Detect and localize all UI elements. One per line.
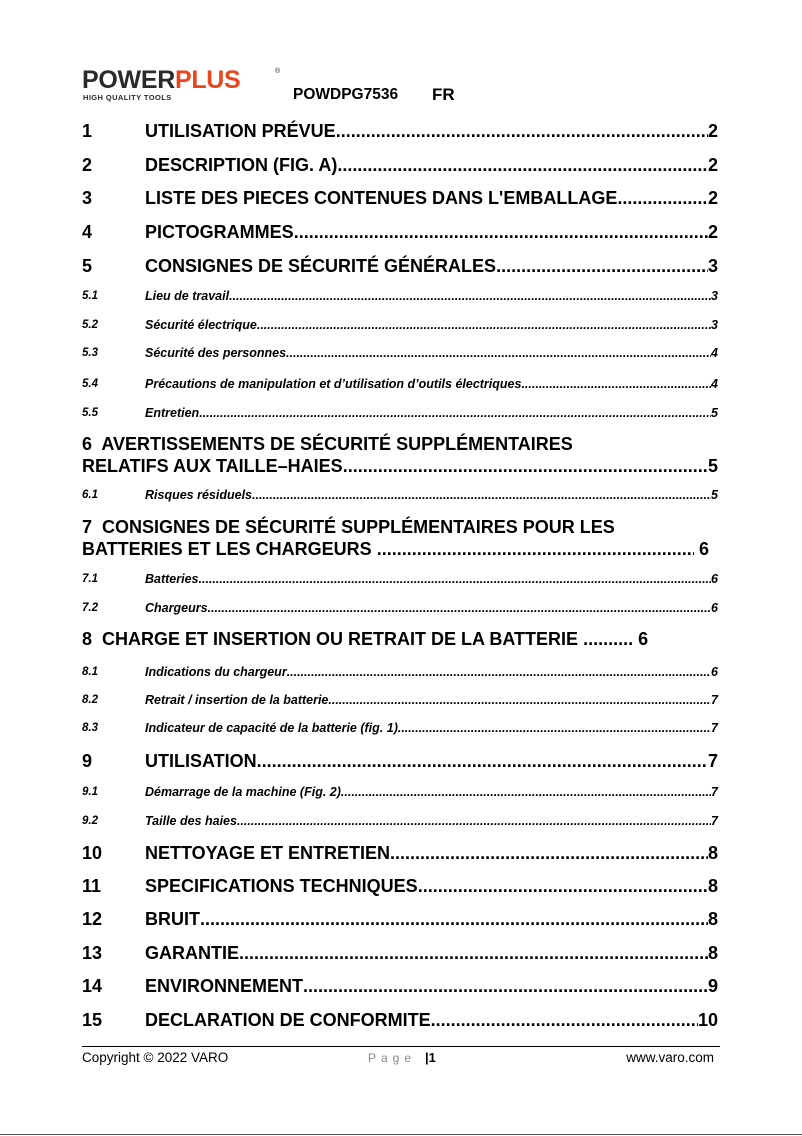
toc-entry-page: 5 — [711, 488, 718, 502]
toc-entry-number: 15 — [82, 1010, 103, 1030]
registered-mark: ® — [275, 68, 281, 75]
toc-leader — [287, 664, 711, 680]
toc-entry-title: LISTE DES PIECES CONTENUES DANS L'EMBALLAGE — [145, 188, 618, 208]
toc-leader — [237, 813, 711, 829]
toc-entry-title: Sécurité électrique — [145, 318, 257, 332]
toc-entry-number: 7.2 — [82, 602, 98, 614]
toc-leader — [377, 538, 694, 560]
toc-entry-page: 2 — [707, 155, 718, 175]
toc-entry-page: 7 — [711, 693, 718, 707]
toc-entry-title: NETTOYAGE ET ENTRETIEN — [145, 843, 391, 863]
toc-entry-number: 6 — [82, 434, 93, 454]
model-number: POWDPG7536 — [293, 86, 399, 103]
toc-entry-number: 9.2 — [82, 815, 98, 827]
brand-logo — [82, 68, 240, 93]
toc-entry-title: Entretien — [145, 406, 200, 420]
toc-leader — [252, 487, 711, 503]
toc-entry-number: 7.1 — [82, 573, 98, 585]
toc-leader — [418, 875, 708, 897]
toc-leader — [229, 288, 711, 304]
toc-entry-number: 8.1 — [82, 666, 98, 678]
toc-leader — [303, 975, 708, 997]
toc-leader — [336, 120, 708, 142]
toc-entry-number: 3 — [82, 188, 93, 208]
toc-entry-page: 8 — [707, 843, 718, 863]
toc-entry-title: Indications du chargeur — [145, 665, 287, 679]
toc-entry-number: 8.2 — [82, 694, 98, 706]
brand-tagline: HIGH QUALITY TOOLS — [83, 93, 172, 102]
page-number — [425, 1050, 436, 1065]
toc-entry-page: 6 — [711, 601, 718, 615]
toc-entry-title: UTILISATION — [145, 751, 257, 771]
toc-leader — [328, 692, 711, 708]
toc-entry-page: 6 — [698, 539, 709, 559]
toc-entry-title-line2: RELATIFS AUX TAILLE–HAIES — [82, 456, 343, 476]
toc-entry-title: CHARGE ET INSERTION OU RETRAIT DE LA BATTERIE — [102, 629, 579, 649]
toc-entry-page: 5 — [711, 406, 718, 420]
toc-entry-title: DESCRIPTION (FIG. A) — [145, 155, 338, 175]
document-header — [82, 66, 722, 106]
toc-entry-number: 5.1 — [82, 290, 98, 302]
toc-entry-title: PICTOGRAMMES — [145, 222, 294, 242]
brand-logo-plus: PLUS — [174, 66, 241, 94]
toc-entry-page: 8 — [707, 909, 718, 929]
toc-entry-number: 6.1 — [82, 489, 98, 501]
toc-entry-number: 5.4 — [82, 378, 98, 390]
toc-entry-page: 6 — [638, 629, 649, 649]
toc-entry-number: 9 — [82, 751, 93, 771]
toc-entry-page: 4 — [711, 377, 718, 391]
toc-leader — [239, 942, 708, 964]
toc-entry-title-line1: AVERTISSEMENTS DE SÉCURITÉ SUPPLÉMENTAIRES — [101, 434, 573, 454]
toc-entry-number: 10 — [82, 843, 103, 863]
website-link[interactable]: www.varo.com — [626, 1050, 714, 1065]
toc-entry-title: UTILISATION PRÉVUE — [145, 121, 336, 141]
toc-entry-page: 8 — [707, 943, 718, 963]
brand-logo-power: POWER — [82, 66, 175, 94]
toc-entry-title-line2: BATTERIES ET LES CHARGEURS — [82, 539, 372, 559]
toc-entry-page: 7 — [711, 785, 718, 799]
page-label: Page — [368, 1051, 417, 1065]
toc-entry-title: SPECIFICATIONS TECHNIQUES — [145, 876, 418, 896]
page-number-value: 1 — [428, 1050, 436, 1065]
toc-entry-title: Retrait / insertion de la batterie — [145, 693, 329, 707]
toc-entry-number: 11 — [82, 876, 102, 896]
toc-entry-title: Batteries — [145, 572, 199, 586]
toc-entry-page: 3 — [711, 289, 718, 303]
toc-leader — [208, 600, 712, 616]
toc-leader — [337, 154, 708, 176]
toc-leader — [257, 750, 708, 772]
toc-entry-page: 5 — [707, 456, 718, 476]
toc-entry-title: Démarrage de la machine (Fig. 2) — [145, 785, 341, 799]
toc-leader: .......... — [583, 629, 634, 649]
toc-entry-title: ENVIRONNEMENT — [145, 976, 304, 996]
toc-entry-page: 2 — [707, 222, 718, 242]
toc-entry-number: 14 — [82, 976, 103, 996]
toc-entry-page: 6 — [711, 572, 718, 586]
toc-entry-title: Taille des haies — [145, 814, 237, 828]
toc-entry-title: BRUIT — [145, 909, 200, 929]
toc-leader — [431, 1009, 698, 1031]
page-separator: | — [425, 1050, 429, 1065]
toc-leader — [257, 317, 711, 333]
toc-entry-title: Risques résiduels — [145, 488, 252, 502]
toc-entry-number: 5.2 — [82, 319, 98, 331]
toc-entry[interactable] — [82, 433, 718, 477]
toc-entry[interactable] — [82, 516, 718, 560]
toc-leader — [341, 784, 711, 800]
footer-divider — [82, 1046, 720, 1047]
toc-entry-title: DECLARATION DE CONFORMITE — [145, 1010, 431, 1030]
toc-entry-page: 4 — [711, 346, 718, 360]
toc-entry-page: 10 — [697, 1010, 718, 1030]
toc-entry-page: 8 — [707, 876, 718, 896]
toc-entry-page: 3 — [711, 318, 718, 332]
toc-leader — [617, 187, 708, 209]
toc-leader — [343, 455, 708, 477]
toc-entry-page: 7 — [711, 814, 718, 828]
toc-leader — [496, 255, 708, 277]
toc-entry-number: 5 — [82, 256, 93, 276]
toc-entry-number: 5.5 — [82, 407, 98, 419]
toc-leader — [286, 345, 711, 361]
page-bottom-edge — [0, 1134, 802, 1135]
toc-entry-number: 5.3 — [82, 347, 98, 359]
language-code: FR — [432, 85, 455, 104]
toc-leader — [199, 571, 712, 587]
toc-leader — [398, 720, 711, 736]
toc-entry-number: 9.1 — [82, 786, 98, 798]
toc-entry-title: CONSIGNES DE SÉCURITÉ GÉNÉRALES — [145, 256, 497, 276]
toc-entry-number: 13 — [82, 943, 103, 963]
toc-entry-number: 8 — [82, 629, 93, 649]
toc-leader — [294, 221, 708, 243]
toc-leader — [199, 405, 711, 421]
toc-entry-number: 8.3 — [82, 722, 98, 734]
copyright-text: Copyright © 2022 VARO — [82, 1050, 229, 1065]
toc-entry-page: 3 — [707, 256, 718, 276]
page-footer — [82, 1050, 718, 1070]
toc-entry-number: 12 — [82, 909, 103, 929]
toc-entry-number: 4 — [82, 222, 93, 242]
toc-entry-title-line1: CONSIGNES DE SÉCURITÉ SUPPLÉMENTAIRES POUR LES — [102, 517, 615, 537]
toc-leader — [521, 376, 711, 392]
toc-entry-page: 7 — [707, 751, 718, 771]
toc-entry-title: Sécurité des personnes — [145, 346, 287, 360]
toc-entry-title: Indicateur de capacité de la batterie (fig. 1) — [145, 721, 398, 735]
toc-entry-page: 9 — [707, 976, 718, 996]
toc-entry-number: 1 — [82, 121, 93, 141]
toc-entry-title: Précautions de manipulation et d’utilisation d’outils électriques — [145, 377, 522, 391]
toc-entry-page: 2 — [707, 188, 718, 208]
toc-entry-page: 2 — [707, 121, 718, 141]
toc-leader — [390, 842, 708, 864]
toc-entry-title: Chargeurs — [145, 601, 208, 615]
toc-entry-title: GARANTIE — [145, 943, 239, 963]
toc-entry-page: 6 — [711, 665, 718, 679]
toc-leader — [200, 908, 708, 930]
toc-entry-page: 7 — [711, 721, 718, 735]
toc-entry-number: 7 — [82, 517, 93, 537]
toc-entry-number: 2 — [82, 155, 93, 175]
toc-entry-title: Lieu de travail — [145, 289, 230, 303]
